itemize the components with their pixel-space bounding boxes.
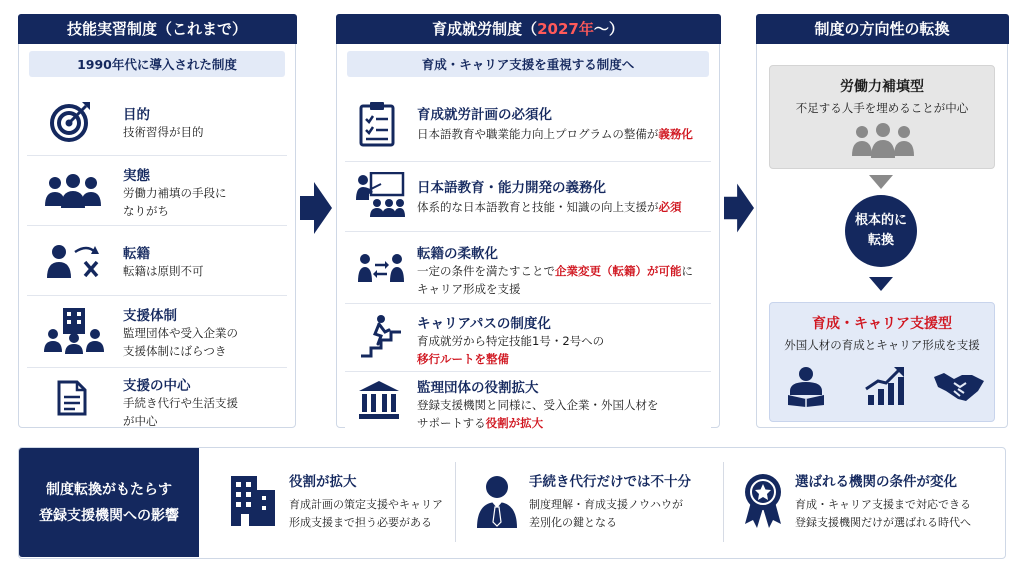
- impact-banner: [18, 447, 1006, 559]
- labor-supplement-desc: 不足する人手を埋めることが中心: [795, 101, 969, 115]
- teacher-icon: [355, 172, 405, 218]
- fundamental-shift-circle: [845, 195, 917, 267]
- new-item-title: 日本語教育・能力開発の義務化: [417, 180, 606, 196]
- chevron-right-icon: [300, 182, 332, 234]
- direction-panel-title: 制度の方向性の転換: [756, 14, 1009, 44]
- new-item-title: 転籍の柔軟化: [417, 246, 498, 262]
- document-icon: [57, 380, 87, 416]
- down-arrow-icon: [869, 277, 893, 291]
- new-panel-subtitle: 育成・キャリア支援を重視する制度へ: [347, 51, 709, 77]
- people-group-icon: [43, 172, 103, 212]
- labor-supplement-title: 労働力補填型: [840, 79, 924, 95]
- divider: [455, 462, 456, 542]
- legacy-item-reality: [27, 155, 287, 224]
- new-item-desc: 体系的な日本語教育と技能・知識の向上支援が必須: [417, 200, 682, 214]
- career-support-title: 育成・キャリア支援型: [812, 316, 952, 332]
- institution-icon: [357, 380, 401, 422]
- target-icon: [49, 99, 93, 143]
- legacy-item-desc: 転籍は原則不可: [123, 264, 204, 278]
- new-item-desc: 一定の条件を満たすことで企業変更（転籍）が可能に キャリア形成を支援: [417, 264, 693, 296]
- new-item-title: 育成就労計画の必須化: [417, 107, 552, 123]
- new-item-title: 監理団体の役割拡大: [417, 380, 539, 396]
- impact-item-title: 選ばれる機関の条件が変化: [795, 474, 957, 490]
- legacy-item-support-focus: [27, 367, 287, 426]
- legacy-item-desc: 労働力補填の手段に なりがち: [123, 186, 227, 218]
- growth-chart-icon: [864, 365, 906, 407]
- new-system-panel: [336, 14, 720, 428]
- legacy-item-desc: 技術習得が目的: [123, 125, 204, 139]
- legacy-panel-subtitle: 1990年代に導入された制度: [29, 51, 285, 77]
- legacy-item-support-structure: [27, 295, 287, 366]
- reading-person-icon: [786, 365, 826, 407]
- people-exchange-icon: [357, 252, 405, 286]
- divider: [723, 462, 724, 542]
- building-people-icon: [43, 306, 105, 354]
- legacy-item-title: 支援の中心: [123, 378, 191, 394]
- new-item-language: [345, 161, 711, 230]
- new-item-title: キャリアパスの制度化: [417, 316, 551, 332]
- legacy-item-desc: 監理団体や受入企業の 支援体制にばらつき: [123, 326, 238, 358]
- award-ribbon-icon: [741, 472, 785, 530]
- new-item-desc: 育成就労から特定技能1号・2号への 移行ルートを整備: [417, 334, 605, 366]
- circle-line1: 根本的に: [854, 213, 907, 228]
- legacy-panel-title: 技能実習制度（これまで）: [18, 14, 297, 44]
- impact-banner-label: [19, 448, 199, 557]
- legacy-item-transfer: [27, 225, 287, 294]
- legacy-item-purpose: [27, 87, 287, 153]
- transfer-blocked-icon: [45, 240, 105, 282]
- legacy-item-desc: 手続き代行や生活支援 が中心: [123, 396, 238, 428]
- legacy-item-title: 転籍: [123, 246, 150, 262]
- legacy-item-title: 目的: [123, 107, 150, 123]
- impact-label-line1: 制度転換がもたらす: [46, 481, 172, 498]
- new-panel-title: 育成就労制度（ 2027年 ～）: [336, 14, 721, 44]
- legacy-item-title: 実態: [123, 168, 150, 184]
- new-item-plan: [345, 87, 711, 159]
- chevron-right-icon: [724, 182, 754, 234]
- impact-item-desc: 育成・キャリア支援まで対応できる 登録支援機関だけが選ばれる時代へ: [795, 498, 971, 529]
- new-item-transfer: [345, 231, 711, 302]
- direction-panel: [756, 14, 1008, 428]
- new-item-desc: 登録支援機関と同様に、受入企業・外国人材を サポートする役割が拡大: [417, 398, 659, 430]
- legacy-item-title: 支援体制: [123, 308, 177, 324]
- impact-label-line2: 登録支援機関への影響: [39, 507, 179, 524]
- office-buildings-icon: [229, 474, 277, 528]
- people-group-icon: [850, 122, 916, 160]
- stairs-icon: [359, 314, 403, 358]
- circle-line2: 転換: [867, 233, 894, 248]
- career-support-desc: 外国人材の育成とキャリア形成を支援: [784, 338, 980, 352]
- impact-item-title: 手続き代行だけでは不十分: [529, 474, 691, 490]
- new-item-career-path: [345, 303, 711, 370]
- down-arrow-icon: [869, 175, 893, 189]
- new-item-supervisor-role: [345, 371, 711, 428]
- labor-supplement-box: [769, 65, 995, 169]
- career-support-box: [769, 302, 995, 422]
- handshake-icon: [932, 369, 986, 403]
- new-item-desc: 日本語教育や職業能力向上プログラムの整備が義務化: [417, 127, 693, 141]
- checklist-icon: [359, 101, 395, 147]
- businessman-icon: [475, 474, 519, 528]
- impact-item-desc: 育成計画の策定支援やキャリア 形成支援まで担う必要がある: [289, 498, 443, 529]
- impact-item-title: 役割が拡大: [289, 474, 357, 490]
- legacy-system-panel: [18, 14, 296, 428]
- impact-item-desc: 制度理解・育成支援ノウハウが 差別化の鍵となる: [529, 498, 683, 529]
